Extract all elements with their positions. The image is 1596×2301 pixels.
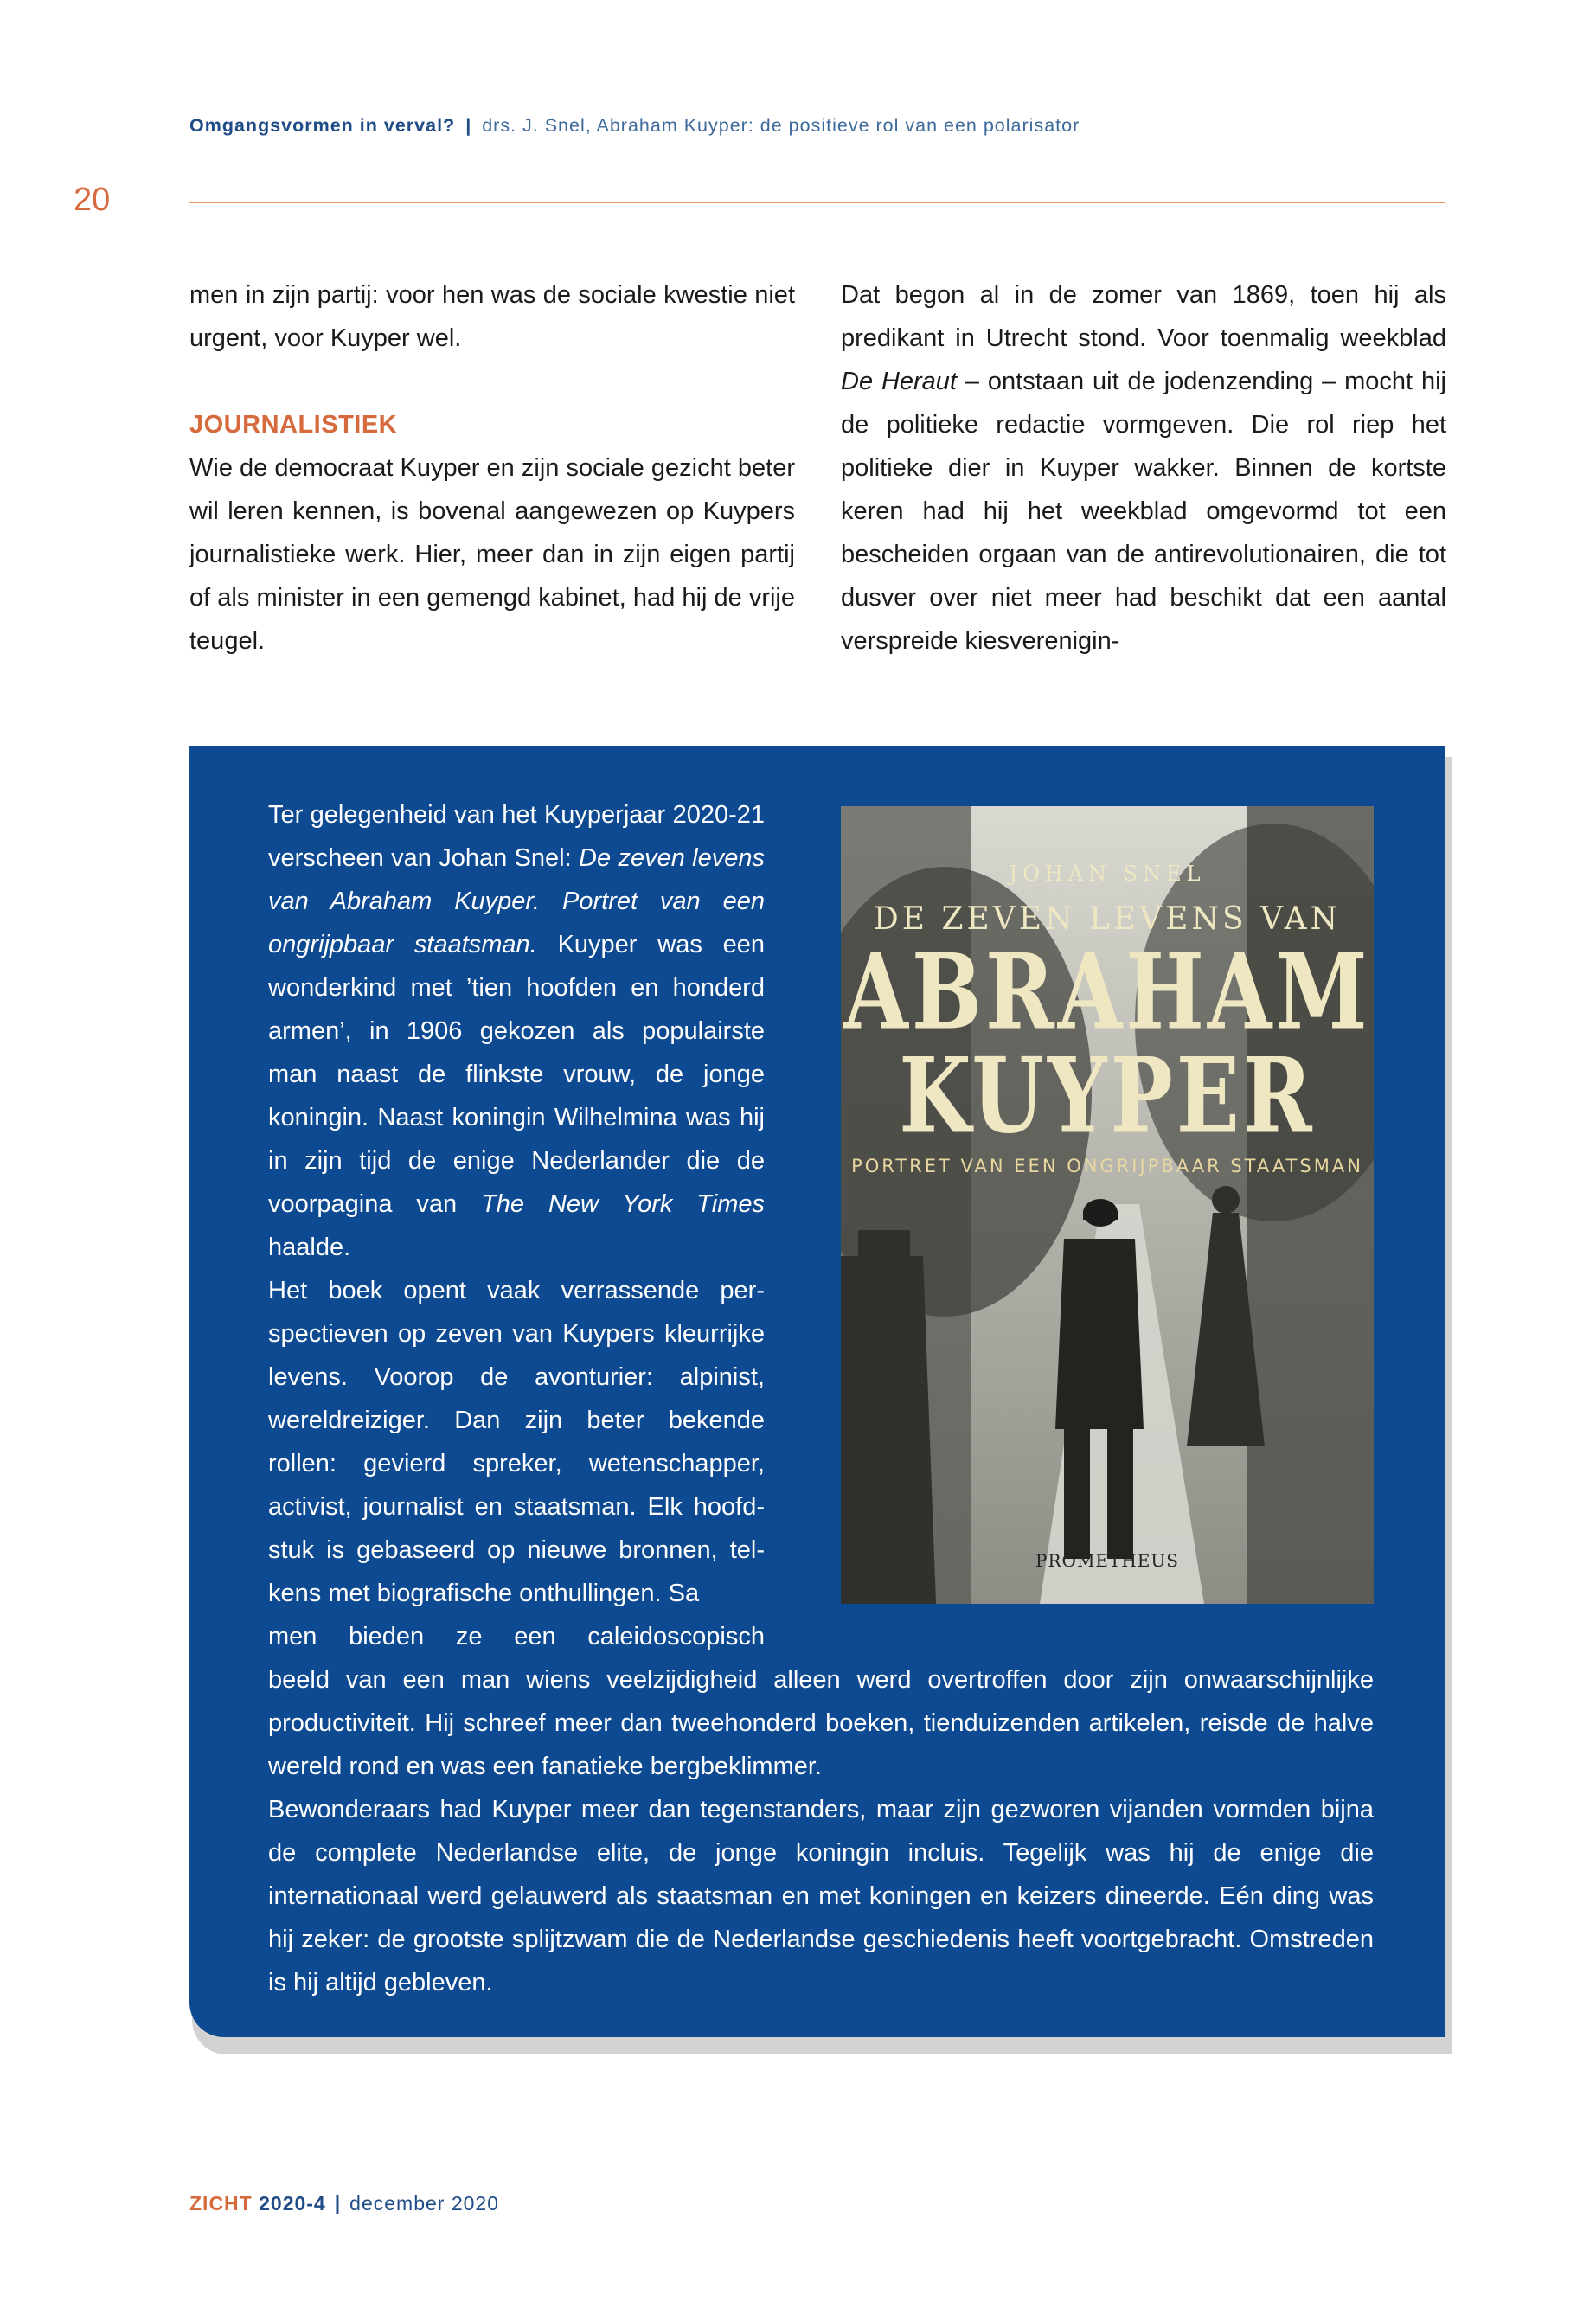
box-paragraph-1	[268, 793, 765, 1269]
left-paragraph-1: men in zijn partij: voor hen was de sociale kwestie niet urgent, voor Kuyper wel.	[189, 281, 795, 352]
cover-title-top: DE ZEVEN LEVENS VAN	[873, 901, 1342, 937]
cover-publisher: PROMETHEUS	[1035, 1550, 1179, 1571]
right-column	[841, 273, 1446, 663]
right-text-part2: – ontstaan uit de jodenzending – mocht hij de politieke redactie vormgeven. Die rol riep het politieke dier in Kuyper wakker. Binnen de kortste keren had hij het weekblad omgevormd tot een bescheiden orgaan van de antirevolutionairen, die tot dusver over niet meer had beschikt dat een aantal verspreide kiesverenigin-	[841, 368, 1446, 655]
right-paragraph	[841, 273, 1446, 663]
right-text-part1: Dat begon al in de zomer van 1869, toen hij als predikant in Utrecht stond. Voor toenmalig weekblad	[841, 281, 1446, 352]
page-number: 20	[74, 182, 111, 218]
footer-brand: ZICHT	[189, 2192, 253, 2214]
footer-separator: |	[334, 2192, 342, 2214]
running-header	[189, 115, 1080, 137]
right-text-italic: De Heraut	[841, 368, 957, 395]
header-subtitle: drs. J. Snel, Abraham Kuyper: de positieve rol van een polarisator	[482, 115, 1080, 136]
header-rule	[189, 202, 1445, 203]
box-nyt: The New York Times	[481, 1190, 765, 1218]
footer-issue: 2020-4	[259, 2192, 326, 2214]
box-narrow-block	[268, 793, 765, 1658]
box-body-1-end: haalde.	[268, 1234, 351, 1261]
left-paragraph-2: Wie de democraat Kuyper en zijn sociale gezicht beter wil leren kennen, is bovenal aangewezen op Kuypers journalistieke werk. Hier, meer dan in zijn eigen partij of als minister in een gemengd kabinet, had hij de vrije teugel.	[189, 454, 795, 655]
box-paragraph-2-wide: beeld van een man wiens veelzijdigheid alleen werd overtroffen door zijn onwaarschijnlijke productiviteit. Hij schreef meer dan tweehonderd boeken, tienduizenden artikelen, reisde de halve wereld rond en was een fanatieke bergbeklimmer.	[268, 1666, 1374, 1780]
header-title: Omgangsvormen in verval?	[189, 115, 456, 136]
cover-subtitle: PORTRET VAN EEN ONGRIJPBAAR STAATSMAN	[851, 1156, 1363, 1176]
header-separator: |	[465, 115, 472, 136]
book-cover-image	[841, 806, 1374, 1604]
footer-date: december 2020	[349, 2192, 500, 2214]
page-footer	[189, 2192, 499, 2215]
cover-title-main-2: KUYPER	[899, 1034, 1316, 1157]
section-heading: JOURNALISTIEK	[189, 411, 398, 439]
paragraph-gap	[189, 360, 795, 403]
box-body-1: Kuyper was een wonderkind met ’tien hoofden en honderd armen’, in 1906 gekozen als populairste man naast de flinkste vrouw, de jonge koningin. Naast koningin Wilhelmina was hij in zijn tijd de enige Nederlander die de voorpagina van	[268, 931, 766, 1218]
book-feature-box	[189, 746, 1445, 2037]
box-paragraph-3: Bewonderaars had Kuyper meer dan tegenstanders, maar zijn gezworen vijanden vormden bijna de complete Nederlandse elite, de jonge koningin incluis. Tegelijk was hij de enige die internationaal werd gelauwerd als staatsman en met koningen en keizers dineerde. Eén ding was hij zeker: de grootste splijtzwam die de Nederlandse geschiedenis heeft voortgebracht. Omstreden is hij altijd gebleven.	[268, 1796, 1374, 1997]
box-book-title: De zeven levens van Abraham Kuyper. Portret van een ongrijpbaar staatsman.	[268, 844, 765, 958]
left-column	[189, 273, 795, 663]
box-paragraph-2-last-narrow-line: men bieden ze een caleidoscopisch	[268, 1623, 765, 1650]
box-paragraph-2-narrow: Het boek opent vaak verrassende perspectieven op zeven van Kuypers kleurrijke levens. Voorop de avonturier: alpinist, wereldreiziger. Dan zijn beter bekende rollen: gevierd spreker, wetenschapper, activist, journalist en staatsman. Elk hoofdstuk is gebaseerd op nieuwe bronnen, telkens met biografische onthullingen. Sa	[268, 1277, 765, 1607]
cover-author: JOHAN SNEL	[1009, 862, 1206, 886]
cover-title-main-1: ABRAHAM	[843, 930, 1371, 1054]
box-intro: Ter gelegenheid van het Kuyperjaar 2020-21 verscheen van Johan Snel:	[268, 801, 765, 872]
